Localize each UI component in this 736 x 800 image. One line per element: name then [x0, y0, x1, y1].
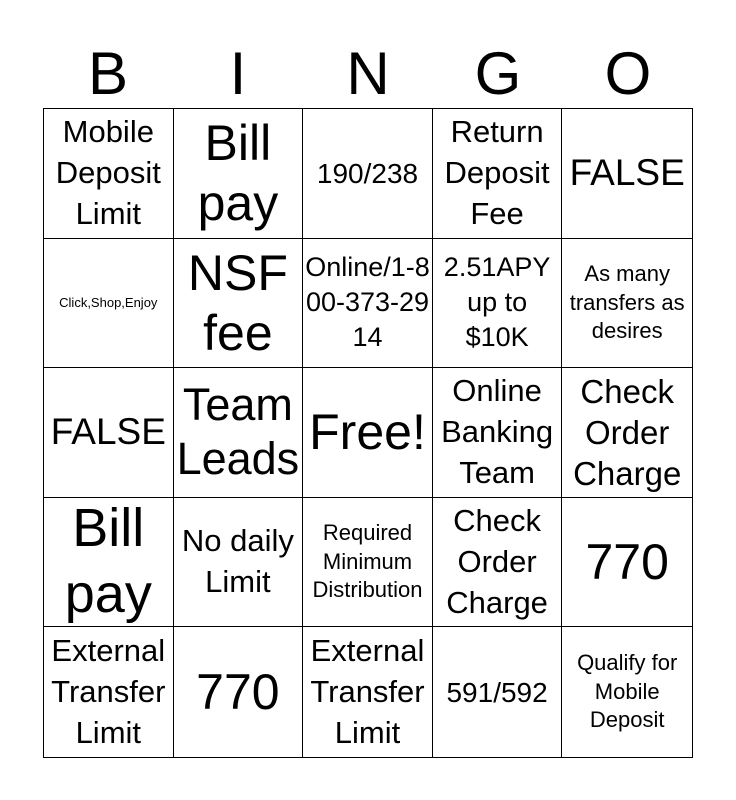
bingo-cell[interactable]	[303, 498, 433, 628]
bingo-cell[interactable]	[562, 109, 692, 239]
cell-text: External Transfer Limit	[51, 632, 166, 750]
bingo-cell[interactable]	[44, 368, 174, 498]
cell-text: As many transfers as desires	[569, 261, 685, 344]
cell-text: 770	[585, 534, 669, 591]
cell-text: Mobile Deposit Limit	[55, 113, 161, 231]
cell-text: Check Order Charge	[573, 372, 682, 493]
cell-text: Click,Shop,Enjoy	[59, 295, 158, 311]
bingo-header	[43, 40, 693, 108]
bingo-cell[interactable]	[303, 627, 433, 757]
cell-text: 591/592	[446, 676, 548, 708]
header-letter-b: B	[87, 40, 129, 107]
bingo-cell[interactable]	[44, 109, 174, 239]
bingo-cell[interactable]	[562, 368, 692, 498]
cell-text: Bill pay	[197, 115, 279, 232]
cell-text: Bill pay	[64, 498, 152, 625]
header-letter-o: O	[604, 40, 652, 107]
cell-text: Free!	[309, 404, 426, 461]
bingo-cell[interactable]	[44, 239, 174, 369]
cell-text: 190/238	[316, 157, 419, 189]
cell-text: Team Leads	[176, 379, 300, 485]
bingo-cell[interactable]	[433, 239, 563, 369]
bingo-board	[43, 108, 693, 758]
bingo-cell[interactable]	[303, 368, 433, 498]
bingo-cell[interactable]	[562, 627, 692, 757]
bingo-cell[interactable]	[433, 109, 563, 239]
bingo-cell[interactable]	[433, 627, 563, 757]
bingo-cell[interactable]	[433, 498, 563, 628]
cell-text: Online/1-800-373-2914	[305, 252, 430, 353]
bingo-cell[interactable]	[44, 627, 174, 757]
bingo-cell[interactable]	[433, 368, 563, 498]
cell-text: Online Banking Team	[441, 373, 554, 490]
cell-text: Check Order Charge	[446, 502, 548, 620]
cell-text: FALSE	[569, 151, 685, 193]
bingo-cell[interactable]	[562, 498, 692, 628]
cell-text: Qualify for Mobile Deposit	[577, 650, 678, 733]
bingo-cell[interactable]	[174, 239, 304, 369]
header-letter-n: N	[346, 40, 390, 107]
header-letter-i: I	[229, 40, 247, 107]
header-letter-g: G	[474, 40, 522, 107]
cell-text: FALSE	[50, 411, 166, 453]
bingo-cell[interactable]	[174, 498, 304, 628]
cell-text: Return Deposit Fee	[444, 113, 550, 231]
cell-text: Required Minimum Distribution	[312, 520, 423, 603]
cell-text: 770	[196, 664, 280, 721]
bingo-cell[interactable]	[303, 109, 433, 239]
bingo-cell[interactable]	[174, 109, 304, 239]
bingo-cell[interactable]	[174, 627, 304, 757]
cell-text: No daily Limit	[181, 523, 294, 600]
cell-text: External Transfer Limit	[310, 632, 425, 750]
bingo-cell[interactable]	[303, 239, 433, 369]
bingo-cell[interactable]	[44, 498, 174, 628]
bingo-cell[interactable]	[174, 368, 304, 498]
bingo-cell[interactable]	[562, 239, 692, 369]
cell-text: 2.51APY up to $10K	[443, 252, 551, 353]
cell-text: NSF fee	[187, 244, 288, 361]
